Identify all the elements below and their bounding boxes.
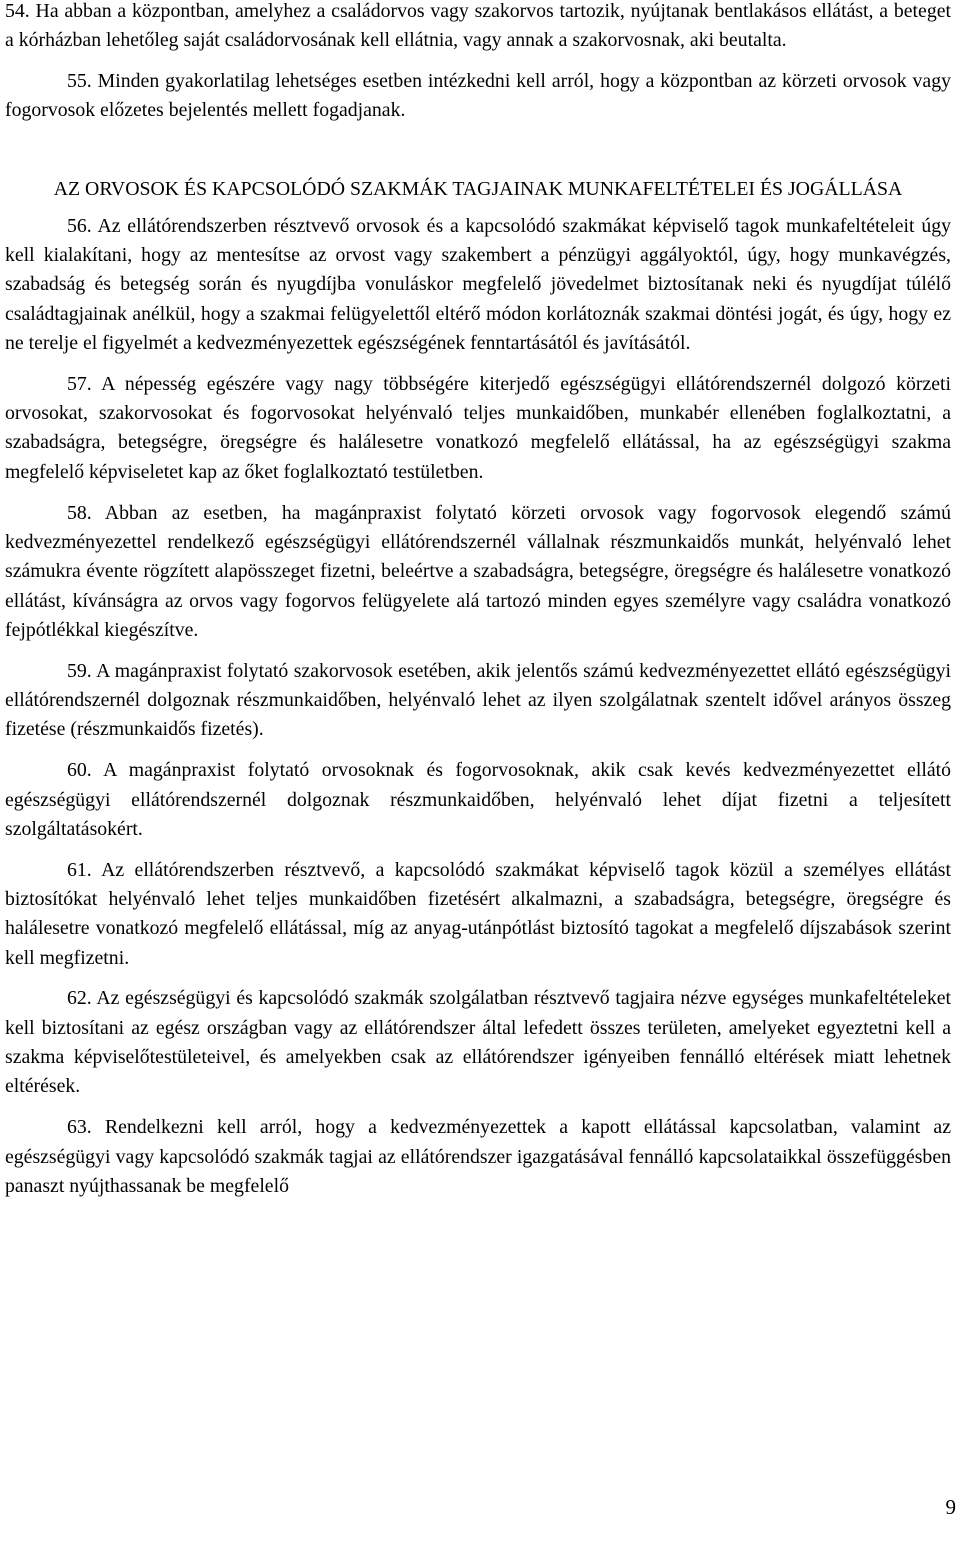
paragraph-number: 55. <box>67 70 92 93</box>
paragraph-54 <box>5 0 951 56</box>
paragraph-number: 60. <box>67 759 92 782</box>
paragraph-59 <box>5 657 951 745</box>
paragraph-number: 61. <box>67 858 92 881</box>
paragraph-57 <box>5 370 951 487</box>
paragraph-text: Ha abban a központban, amelyhez a családorvos vagy szakorvos tartozik, nyújtanak bentlakásos ellátást, a beteget a kórházban lehetőleg saját családorvosának kell ellátnia, vagy annak a szakorvosnak, aki beutalta. <box>5 0 951 52</box>
paragraph-number: 59. <box>67 659 92 682</box>
section-heading: AZ ORVOSOK ÉS KAPCSOLÓDÓ SZAKMÁK TAGJAINAK MUNKAFELTÉTELEI ÉS JOGÁLLÁSA <box>53 177 903 200</box>
paragraph-56 <box>5 212 951 358</box>
paragraph-number: 58. <box>67 501 92 524</box>
paragraph-text: A népesség egészére vagy nagy többségére kiterjedő egészségügyi ellátórendszernél dolgozó körzeti orvosokat, szakorvosokat és fogorvosokat helyénvaló teljes munkaidőben, munkabér ellenében foglalkoztatni, a szabadságra, betegségre, öregségre és halálesetre vonatkozó megfelelő ellátással, ha az egészségügyi szakma megfelelő képviseletet kap az őket foglalkoztató testületben. <box>5 372 952 483</box>
paragraph-text: Abban az esetben, ha magánpraxist folytató körzeti orvosok vagy fogorvosok elegendő számú kedvezményezettel rendelkező egészségügyi ellátórendszernél vállalnak részmunkaidős munkát, helyénvaló lehet számukra évente rögzített alapösszeget fizetni, beleértve a szabadságra, betegségre, öregségre és halálesetre vonatkozó ellátást, kívánságra az orvos vagy fogorvos felügyelete alá tartozó minden egyes személyre vagy családra vonatkozó fejpótlékkal kiegészítve. <box>5 501 952 641</box>
paragraph-number: 57. <box>67 372 92 395</box>
paragraph-text: A magánpraxist folytató orvosoknak és fogorvosoknak, akik csak kevés kedvezményezettet ellátó egészségügyi ellátórendszernél dolgoznak részmunkaidőben, helyénvaló lehet díjat fizetni a teljesített szolgáltatásokért. <box>5 759 951 840</box>
paragraph-text: Az ellátórendszerben résztvevő orvosok és a kapcsolódó szakmákat képviselő tagok munkafeltételeit úgy kell kialakítani, hogy az mentesítse az orvost vagy szakembert a pénzügyi aggályoktól, úgy, hogy munkavégzés, szabadság és betegség során és nyugdíjba vonuláskor megfelelő jövedelmet biztosítanak neki és nyugdíjat túlélő családtagjainak anélkül, hogy a szakmai felügyelettől eltérő módon korlátoznák szakmai döntési jogát, és úgy, hogy ez ne terelje el figyelmét a kedvezményezettek egészségének fenntartásától és javításától. <box>5 214 951 354</box>
paragraph-61 <box>5 856 951 973</box>
paragraph-text: Rendelkezni kell arról, hogy a kedvezményezettek a kapott ellátással kapcsolatban, valamint az egészségügyi vagy kapcsolódó szakmák tagjai az ellátórendszer igazgatásával fennálló kapcsolataikkal összefüggésben panaszt nyújthassanak be megfelelő <box>5 1116 951 1197</box>
paragraph-text: Minden gyakorlatilag lehetséges esetben intézkedni kell arról, hogy a központban az körzeti orvosok vagy fogorvosok előzetes bejelentés mellett fogadjanak. <box>5 70 951 122</box>
paragraph-62 <box>5 984 951 1101</box>
paragraph-55 <box>5 67 951 126</box>
paragraph-number: 56. <box>67 214 92 237</box>
paragraph-63 <box>5 1113 951 1201</box>
paragraph-number: 63. <box>67 1116 92 1139</box>
paragraph-number: 54. <box>5 0 30 22</box>
paragraph-60 <box>5 756 951 844</box>
document-page <box>5 0 951 1201</box>
paragraph-text: A magánpraxist folytató szakorvosok esetében, akik jelentős számú kedvezményezettet ellátó egészségügyi ellátórendszernél dolgoznak részmunkaidőben, helyénvaló lehet az ilyen szolgálatnak szentelt idővel arányos összeg fizetése (részmunkaidős fizetés). <box>5 659 951 741</box>
page-number: 9 <box>945 1495 956 1519</box>
paragraph-text: Az ellátórendszerben résztvevő, a kapcsolódó szakmákat képviselő tagok közül a személyes ellátást biztosítókat helyénvaló lehet teljes munkaidőben fizetésért alkalmazni, a szabadságra, betegségre, öregségre és halálesetre vonatkozó megfelelő ellátással, míg az anyag-utánpótlást biztosító tagokat a megfelelő díjszabások szerint kell megfizetni. <box>5 858 951 969</box>
paragraph-number: 62. <box>67 987 92 1010</box>
paragraph-58 <box>5 499 951 645</box>
paragraph-text: Az egészségügyi és kapcsolódó szakmák szolgálatban résztvevő tagjaira nézve egységes munkafeltételeket kell biztosítani az egész országban vagy az ellátórendszer által lefedett összes területen, amelyeket egyeztetni kell a szakma képviselőtestületeivel, és amelyekben csak az ellátórendszer igényeiben fennálló eltérések miatt lehetnek eltérések. <box>5 987 951 1098</box>
